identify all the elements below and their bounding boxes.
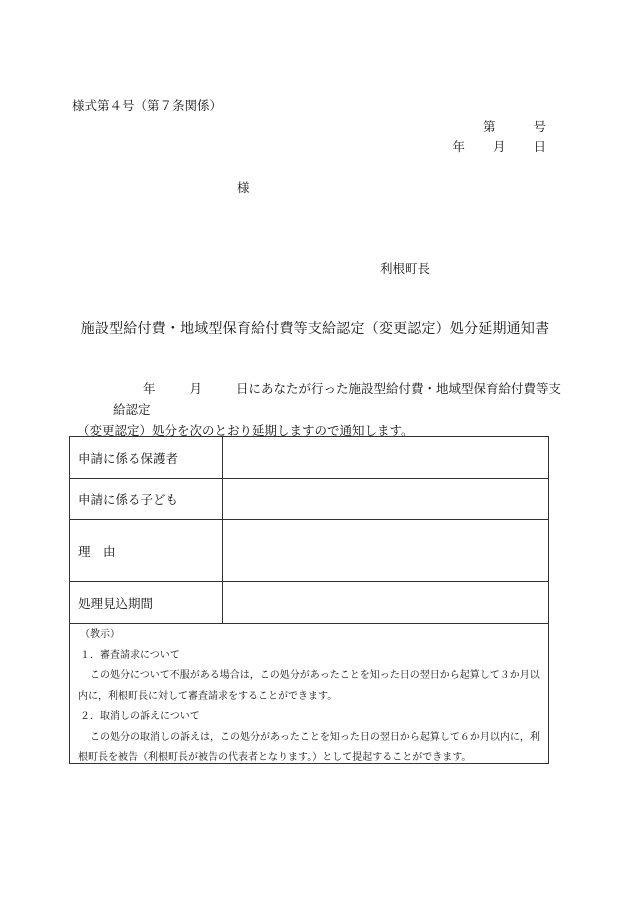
table-row: [70, 437, 549, 479]
table-row: [70, 479, 549, 520]
issue-date-month: 月: [492, 139, 506, 154]
table-row: [70, 582, 549, 624]
guardian-field[interactable]: [222, 437, 548, 479]
document-title: 施設型給付費・地域型保育給付費等支給認定（変更認定）処分延期通知書: [80, 321, 550, 337]
reason-field[interactable]: [222, 520, 548, 582]
form-number: 様式第４号（第７条関係）: [72, 98, 223, 113]
body-line-1-rest: 日にあなたが行った施設型給付費・地域型保育給付費等支給認定: [113, 381, 562, 417]
issue-date-day: 日: [533, 139, 546, 154]
appeal-notice: [69, 622, 549, 764]
notice-item-2-line-1: この処分の取消しの訴えは，この処分があったことを知った日の翌日から起算して６か月以内に，利: [90, 731, 540, 743]
notice-heading: （教示）: [80, 629, 120, 640]
sender: 利根町長: [380, 261, 431, 276]
notice-item-1-title: １．審査請求について: [80, 649, 180, 661]
table-label: 申請に係る子ども: [70, 479, 223, 520]
issue-date-year: 年: [452, 139, 465, 154]
body-month: 月: [189, 381, 203, 396]
processing-period-field[interactable]: [222, 582, 548, 624]
notice-item-1-line-2: 内に，利根町長に対して審査請求をすることができます。: [78, 690, 338, 702]
issue-date: [452, 137, 546, 155]
notice-item-1-line-1: この処分について不服がある場合は，この処分があったことを知った日の翌日から起算して３か月以: [90, 670, 540, 681]
table-label: 処理見込期間: [70, 582, 223, 624]
document-number-prefix: 第: [482, 119, 496, 134]
table-row: [70, 520, 549, 582]
child-field[interactable]: [222, 479, 548, 520]
table-label: 理 由: [70, 520, 223, 582]
document-number: [483, 117, 546, 135]
addressee: 様: [237, 180, 250, 195]
body-year: 年: [143, 381, 156, 396]
body-line-1: [77, 378, 567, 420]
table-label: 申請に係る保護者: [70, 437, 223, 479]
notice-item-2-title: ２．取消しの訴えについて: [80, 711, 200, 722]
document-number-suffix: 号: [533, 119, 546, 134]
body-line-2: （変更認定）処分を次のとおり延期しますので通知します。: [77, 423, 414, 438]
details-table: [69, 436, 549, 624]
body-text: [77, 378, 567, 441]
notice-item-2-line-2: 根町長を被告（利根町長が被告の代表者となります。）として提起することができます。: [78, 752, 472, 763]
